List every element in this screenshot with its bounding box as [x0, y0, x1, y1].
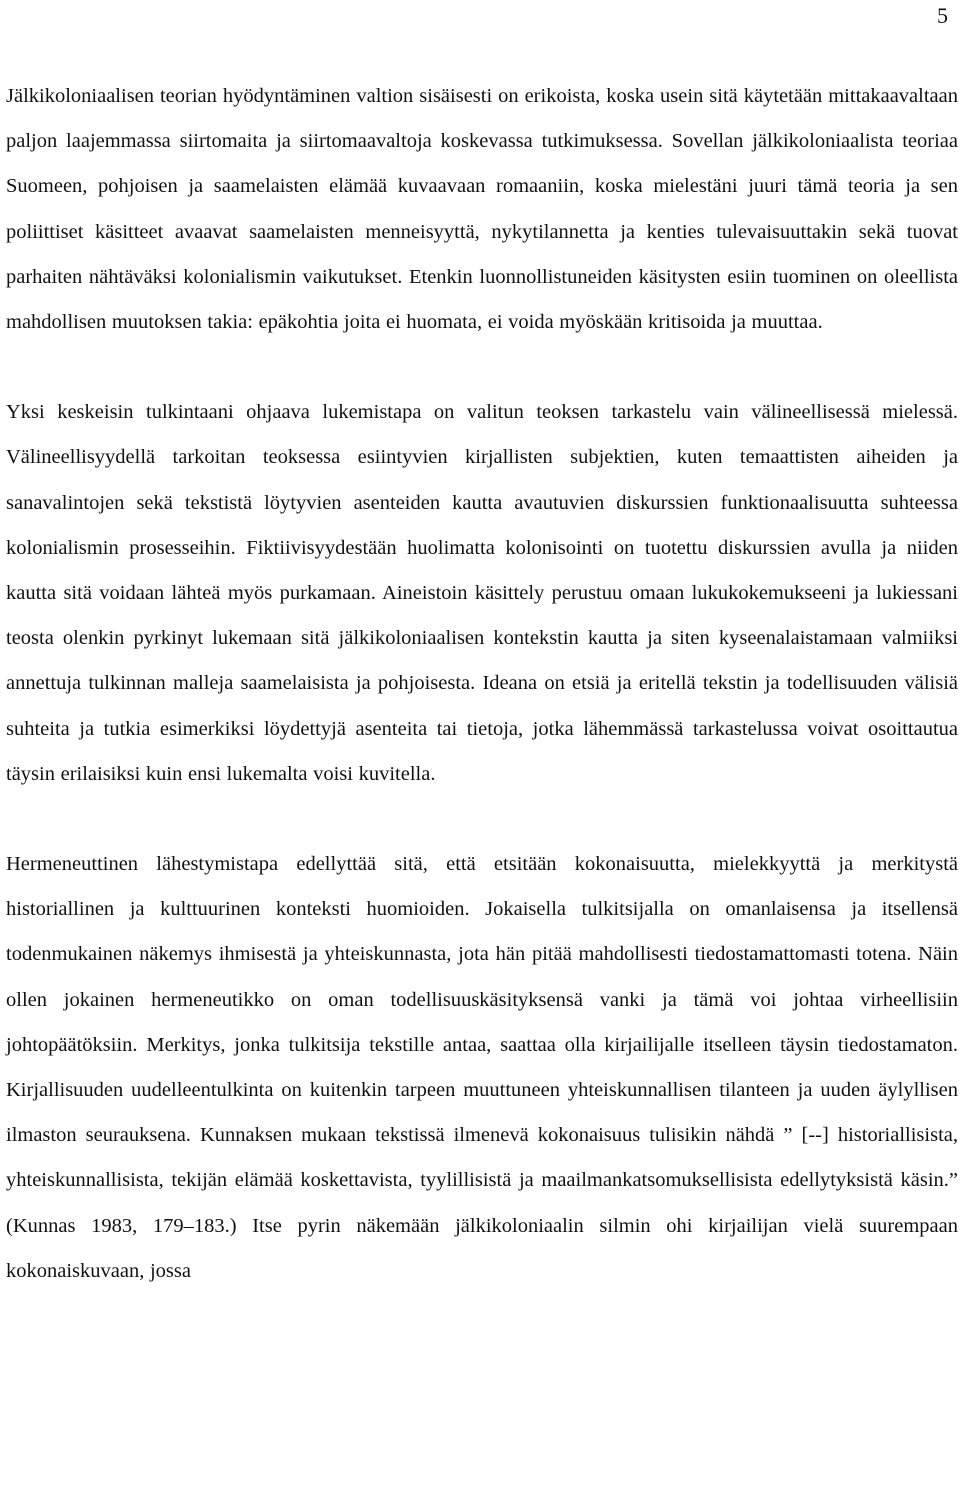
- body-text: [6, 74, 958, 1294]
- page-number: 5: [937, 3, 948, 28]
- paragraph-reading-method: Yksi keskeisin tulkintaani ohjaava lukemistapa on valitun teoksen tarkastelu vain välineellisessä mielessä. Välineellisyydellä tarkoitan teoksessa esiintyvien kirjallisten subjektien, kuten temaattisten aiheiden ja sanavalintojen sekä tekstistä löytyvien asenteiden kautta avautuvien diskurssien funktionaalisuutta suhteessa kolonialismin prosesseihin. Fiktiivisyydestään huolimatta kolonisointi on tuotettu diskurssien avulla ja niiden kautta sitä voidaan lähteä myös purkamaan. Aineistoin käsittely perustuu omaan lukukokemukseeni ja lukiessani teosta olenkin pyrkinyt lukemaan sitä jälkikoloniaalisen kontekstin kautta ja siten kyseenalaistamaan valmiiksi annettuja tulkinnan malleja saamelaisista ja pohjoisesta. Ideana on etsiä ja eritellä tekstin ja todellisuuden välisiä suhteita ja tutkia esimerkiksi löydettyjä asenteita tai tietoja, jotka lähemmässä tarkastelussa voivat osoittautua täysin erilaisiksi kuin ensi lukemalta voisi kuvitella.: [6, 401, 958, 785]
- paragraph-postcolonial-theory: Jälkikoloniaalisen teorian hyödyntäminen valtion sisäisesti on erikoista, koska usein sitä käytetään mittakaavaltaan paljon laajemmassa siirtomaita ja siirtomaavaltoja koskevassa tutkimuksessa. Sovellan jälkikoloniaalista teoriaa Suomeen, pohjoisen ja saamelaisten elämää kuvaavaan romaaniin, koska mielestäni juuri tämä teoria ja sen poliittiset käsitteet avaavat saamelaisten menneisyyttä, nykytilannetta ja kenties tulevaisuuttakin sekä tuovat parhaiten nähtäväksi kolonialismin vaikutukset. Etenkin luonnollistuneiden käsitysten esiin tuominen on oleellista mahdollisen muutoksen takia: epäkohtia joita ei huomata, ei voida myöskään kritisoida ja muuttaa.: [6, 85, 958, 334]
- paragraph-hermeneutic-approach: Hermeneuttinen lähestymistapa edellyttää sitä, että etsitään kokonaisuutta, mielekkyyttä ja merkitystä historiallinen ja kulttuurinen konteksti huomioiden. Jokaisella tulkitsijalla on omanlaisensa ja itsellensä todenmukainen näkemys ihmisestä ja yhteiskunnasta, jota hän pitää mahdollisesti tiedostamattomasti totena. Näin ollen jokainen hermeneutikko on oman todellisuuskäsityksensä vanki ja tämä voi johtaa virheellisiin johtopäätöksiin. Merkitys, jonka tulkitsija tekstille antaa, saattaa olla kirjailijalle itselleen täysin tiedostamaton. Kirjallisuuden uudelleentulkinta on kuitenkin tarpeen muuttuneen yhteiskunnallisen tilanteen ja uuden äylyllisen ilmaston seurauksena. Kunnaksen mukaan tekstissä ilmenevä kokonaisuus tulisikin nähdä ” [--] historiallisista, yhteiskunnallisista, tekijän elämää koskettavista, tyylillisistä ja maailmankatsomuksellisista edellytyksistä käsin.” (Kunnas 1983, 179–183.) Itse pyrin näkemään jälkikoloniaalin silmin ohi kirjailijan vielä suurempaan kokonaiskuvaan, jossa: [6, 853, 958, 1282]
